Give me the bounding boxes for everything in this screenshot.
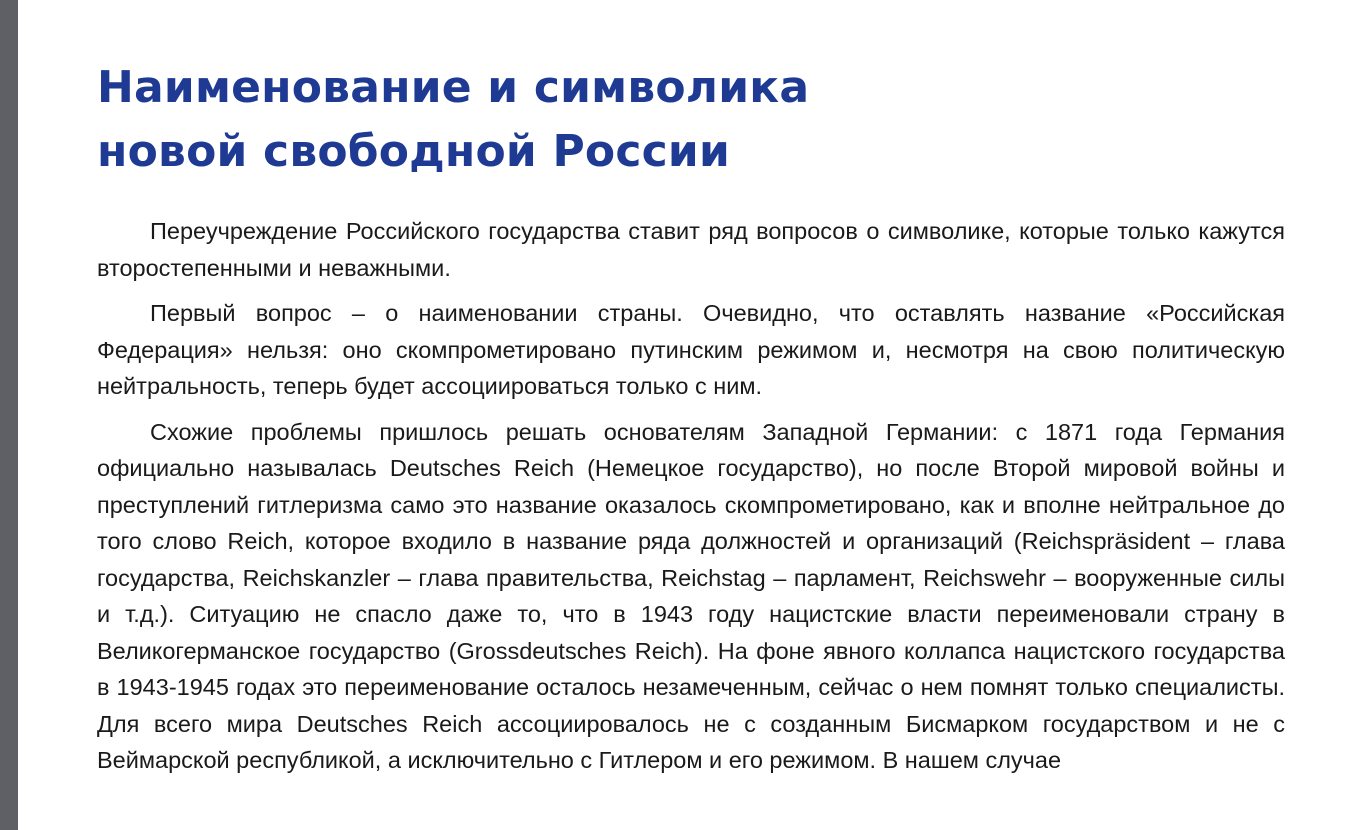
page-title: [97, 56, 1247, 184]
paragraph-3: Схожие проблемы пришлось решать основателям Западной Германии: с 1871 года Германия официально называлась Deutsches Reich (Немецкое государство), но после Второй мировой войны и преступлений гитлеризма само это название оказалось скомпрометировано, как и вполне нейтральное до того слово Reich, которое входило в название ряда должностей и организаций (Reichspräsident – глава государства, Reichskanzler – глава правительства, Reichstag – парламент, Reichswehr – вооруженные силы и т.д.). Ситуацию не спасло даже то, что в 1943 году нацистские власти переименовали страну в Великогерманское государство (Grossdeutsches Reich). На фоне явного коллапса нацистского государства в 1943-1945 годах это переименование осталось незамеченным, сейчас о нем помнят только специалисты. Для всего мира Deutsches Reich ассоциировалось не с созданным Бисмарком государством и не с Веймарской республикой, а исключительно с Гитлером и его режимом. В нашем случае: [97, 418, 1285, 773]
title-line-2: новой свободной России: [97, 126, 730, 177]
paragraph-1: Переучреждение Российского государства ставит ряд вопросов о символике, которые только кажутся второстепенными и неважными.: [97, 218, 1285, 281]
viewer-background-edge: [0, 0, 18, 830]
paragraph-2: Первый вопрос – о наименовании страны. Очевидно, что оставлять название «Российская Федерация» нельзя: оно скомпрометировано путинским режимом и, несмотря на свою политическую нейтральность, теперь будет ассоциироваться только с ним.: [97, 300, 1285, 399]
document-page: [18, 0, 1347, 830]
document-body: [97, 213, 1285, 788]
title-line-1: Наименование и символика: [97, 62, 810, 113]
